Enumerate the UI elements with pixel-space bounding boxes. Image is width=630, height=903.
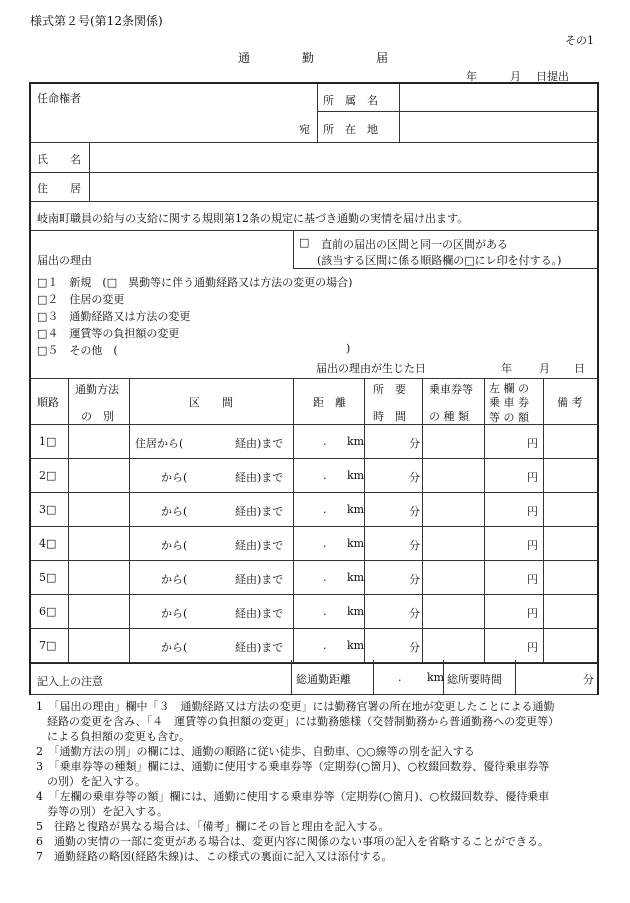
route-via: 経由)まで: [235, 641, 284, 654]
address-label: 住 居: [37, 182, 81, 195]
col-distance: 距 離: [313, 396, 346, 409]
col-amount: 乗 車 券: [489, 396, 529, 409]
route-order[interactable]: 2□: [39, 469, 57, 482]
col-amount: 左 欄 の: [489, 382, 529, 395]
amount-unit: 円: [527, 573, 538, 586]
distance-dot: .: [323, 605, 327, 618]
note-line: 5 往路と復路が異なる場合は、「備考」欄にその旨と理由を記入する。: [36, 820, 390, 833]
distance-unit: km: [347, 503, 365, 516]
same-section-note: (該当する区間に係る順路欄の□にレ印を付する。): [317, 254, 562, 267]
location-field[interactable]: [401, 114, 595, 138]
date-year: 年: [466, 70, 477, 83]
other-close-paren: ): [346, 342, 351, 355]
honorific: 宛: [299, 123, 310, 136]
route-order[interactable]: 3□: [39, 503, 57, 516]
amount-unit: 円: [527, 641, 538, 654]
note-line: 6 通勤の実情の一部に変更がある場合は、変更内容に関係のない事項の記入を省略することができる。: [36, 835, 549, 848]
route-via: 経由)まで: [235, 573, 284, 586]
col-amount: 等 の 額: [489, 411, 529, 424]
note-line: 4 「左欄の乗車券等の額」欄には、通勤に使用する乗車券等（定期券(○箇月)、○枚綴回数券、優待乗車: [36, 790, 550, 803]
time-unit: 分: [409, 505, 420, 518]
reason-option[interactable]: □２ 住居の変更: [37, 293, 125, 306]
occurred-day: 日: [574, 362, 585, 375]
route-from: から(: [161, 641, 188, 654]
page-label: その1: [565, 34, 594, 47]
total-time-unit: 分: [583, 673, 594, 686]
distance-dot: .: [323, 571, 327, 584]
distance-dot: .: [323, 503, 327, 516]
route-order[interactable]: 6□: [39, 605, 57, 618]
notes-list: [36, 698, 596, 868]
col-ticket: 乗車券等: [429, 383, 473, 396]
distance-dot: .: [323, 537, 327, 550]
route-order[interactable]: 1□: [39, 435, 57, 448]
distance-dot: .: [323, 435, 327, 448]
reason-option[interactable]: □３ 通勤経路又は方法の変更: [37, 310, 191, 323]
route-from: 住居から(: [135, 437, 184, 450]
route-from: から(: [161, 539, 188, 552]
dept-label: 所 属 名: [323, 94, 378, 107]
route-order[interactable]: 5□: [39, 571, 57, 584]
title-char: 勤: [302, 51, 315, 65]
route-from: から(: [161, 607, 188, 620]
time-unit: 分: [409, 607, 420, 620]
col-order: 順路: [37, 396, 59, 409]
note-line: 券等の別）を記入する。: [36, 805, 168, 818]
name-label: 氏 名: [37, 153, 81, 166]
total-time-label: 総所要時間: [447, 673, 502, 686]
col-remarks: 備 考: [557, 396, 583, 409]
route-from: から(: [161, 471, 188, 484]
note-line: の別）を記入する。: [36, 775, 146, 788]
amount-unit: 円: [527, 607, 538, 620]
distance-unit: km: [347, 469, 365, 482]
reason-option[interactable]: □５ その他 (: [37, 344, 118, 357]
reason-option[interactable]: □４ 運賃等の負担額の変更: [37, 327, 180, 340]
occurred-year: 年: [501, 362, 512, 375]
total-distance-label: 総通勤距離: [296, 673, 351, 686]
same-section-text: 直前の届出の区間と同一の区間がある: [321, 238, 508, 251]
note-line: 1 「届出の理由」欄中「３ 通勤経路又は方法の変更」には勤務官署の所在地が変更したことによる通勤: [36, 700, 555, 713]
reason-option[interactable]: □１ 新規 (□ 異動等に伴う通勤経路又は方法の変更の場合): [37, 276, 353, 289]
route-via: 経由)まで: [235, 505, 284, 518]
address-field[interactable]: [93, 176, 593, 198]
reason-section-label: 届出の理由: [37, 254, 92, 267]
route-from: から(: [161, 505, 188, 518]
note-line: 3 「乗車券等の種類」欄には、通勤に使用する乗車券等（定期券(○箇月)、○枚綴回数券、優待乗車券等: [36, 760, 550, 773]
route-via: 経由)まで: [235, 539, 284, 552]
col-time: 時 間: [373, 410, 406, 423]
col-section: 区 間: [189, 396, 233, 409]
distance-dot: .: [323, 469, 327, 482]
name-field[interactable]: [93, 146, 593, 168]
appointer-label: 任命権者: [37, 92, 81, 105]
form-number: 様式第２号(第12条関係): [30, 14, 163, 28]
total-distance-unit: km: [427, 671, 445, 684]
title-char: 届: [376, 51, 389, 65]
note-line: 7 通勤経路の略図(経路朱線)は、この様式の裏面に記入又は添付する。: [36, 850, 393, 863]
note-line: による負担額の変更も含む。: [36, 730, 190, 743]
note-line: 経路の変更を含み、「４ 運賃等の負担額の変更」には勤務態様（交替制勤務から普通勤務への変更等）: [36, 715, 560, 728]
route-order[interactable]: 7□: [39, 639, 57, 652]
amount-unit: 円: [527, 471, 538, 484]
note-line: 2 「通勤方法の別」の欄には、通勤の順路に従い徒歩、自動車、○○線等の別を記入する: [36, 745, 475, 758]
amount-unit: 円: [527, 539, 538, 552]
col-time: 所 要: [373, 383, 406, 396]
distance-unit: km: [347, 435, 365, 448]
route-from: から(: [161, 573, 188, 586]
distance-unit: km: [347, 605, 365, 618]
col-method: の 別: [81, 410, 114, 423]
date-day: 日提出: [536, 70, 569, 83]
route-via: 経由)まで: [235, 607, 284, 620]
route-order[interactable]: 4□: [39, 537, 57, 550]
distance-unit: km: [347, 571, 365, 584]
date-month: 月: [510, 70, 521, 83]
total-distance-dot: .: [398, 671, 402, 684]
distance-dot: .: [323, 639, 327, 652]
title-char: 通: [238, 51, 251, 65]
time-unit: 分: [409, 539, 420, 552]
col-method: 通勤方法: [75, 383, 119, 396]
time-unit: 分: [409, 573, 420, 586]
time-unit: 分: [409, 437, 420, 450]
notes-label: 記入上の注意: [37, 675, 103, 688]
location-label: 所 在 地: [323, 123, 378, 136]
distance-unit: km: [347, 537, 365, 550]
distance-unit: km: [347, 639, 365, 652]
amount-unit: 円: [527, 505, 538, 518]
time-unit: 分: [409, 641, 420, 654]
dept-field[interactable]: [401, 86, 595, 108]
route-via: 経由)まで: [235, 471, 284, 484]
col-ticket: の 種 類: [429, 410, 469, 423]
occurred-label: 届出の理由が生じた日: [316, 362, 426, 375]
same-section-checkbox[interactable]: □: [299, 236, 310, 249]
route-via: 経由)まで: [235, 437, 284, 450]
time-unit: 分: [409, 471, 420, 484]
declaration-text: 岐南町職員の給与の支給に関する規則第12条の規定に基づき通勤の実情を届け出ます。: [37, 212, 469, 225]
amount-unit: 円: [527, 437, 538, 450]
occurred-month: 月: [539, 362, 550, 375]
